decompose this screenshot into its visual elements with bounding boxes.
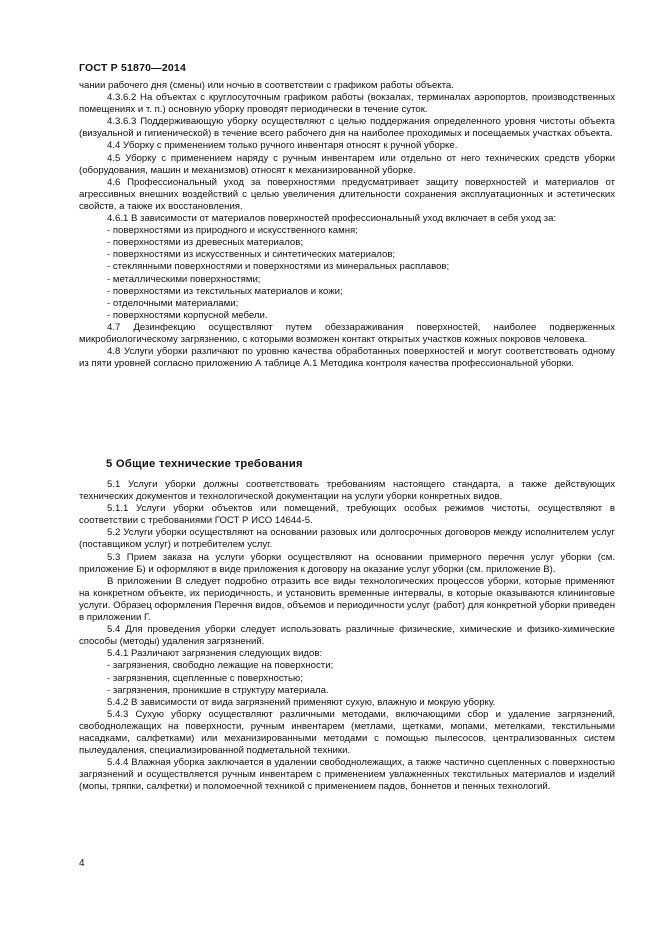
paragraph: В приложении В следует подробно отразить все виды технологических процессов уборки, которые применяют на конкретном объекте, их периодичность, и установить временные интервалы, в которые оказываются клининговые услуги. Образец оформления Перечня видов, объемов и периодичности услуг (работ) для конкретной уборки приведен в приложении Г. xyxy=(79,575,615,624)
paragraph: 5.2 Услуги уборки осуществляют на основании разовых или долгосрочных договоров между исполнителем услуг (поставщиком услуг) и потребителем услуг. xyxy=(79,527,615,551)
paragraph: 5.3 Прием заказа на услуги уборки осуществляют на основании примерного перечня услуг уборки (см. приложение Б) и оформляют в виде приложения к договору на оказание услуг уборки (см. приложение В). xyxy=(79,551,615,575)
paragraph: - загрязнения, проникшие в структуру материала. xyxy=(107,684,329,696)
paragraph: - поверхностями из природного и искусственного камня; xyxy=(107,225,358,237)
paragraph: - поверхностями из текстильных материалов и кожи; xyxy=(107,285,343,297)
paragraph: 4.7 Дезинфекцию осуществляют путем обеззараживания поверхностей, наиболее подверженных микробиологическому загрязнению, с которыми возможен контакт открытых участков кожных покровов человека. xyxy=(79,321,615,345)
paragraph: - металлическими поверхностями; xyxy=(107,273,261,285)
paragraph: чании рабочего дня (смены) или ночью в соответствии с графиком работы объекта. xyxy=(79,80,454,91)
paragraph: 5.4.4 Влажная уборка заключается в удалении свободнолежащих, а также частично сцепленных с поверхностью загрязнений и осуществляется ручным инвентарем с применением увлажненных текстильных материалов и изделий (мопы, тряпки, салфетки) и поломоечной техникой с применением падов, боннетов и пенных технологий. xyxy=(79,757,615,793)
section-title: 5 Общие технические требования xyxy=(106,458,303,470)
paragraph: - стеклянными поверхностями и поверхностями из минеральных расплавов; xyxy=(107,261,450,273)
paragraph: 4.4 Уборку с применением только ручного инвентаря относят к ручной уборке. xyxy=(107,140,458,152)
paragraph: 4.8 Услуги уборки различают по уровню качества обработанных поверхностей и могут соответствовать одному из пяти уровней согласно приложению А таблице А.1 Методика контроля качества профессиональной уборки. xyxy=(79,346,615,370)
paragraph: 5.4.1 Различают загрязнения следующих видов: xyxy=(107,648,323,660)
paragraph: - поверхностями из древесных материалов; xyxy=(107,237,304,249)
paragraph: 5.4.3 Сухую уборку осуществляют различными методами, включающими сбор и удаление загрязнений, свободнолежащих на поверхности, ручным инвентарем (метлами, щетками, мопами, метелками, текстильными насадками, салфетками) или механизированными методами с помощью пылесосов, централизованных систем пылеудаления, специализированной подметальной техники. xyxy=(79,708,615,757)
paragraph: 5.1 Услуги уборки должны соответствовать требованиям настоящего стандарта, а также действующих технических документов и технологической документации на услуги уборки конкретных видов. xyxy=(79,479,615,503)
page-number: 4 xyxy=(79,858,85,869)
paragraph: - поверхностями корпусной мебели. xyxy=(107,309,268,321)
body-text-top xyxy=(79,80,615,370)
paragraph: 5.4 Для проведения уборки следует использовать различные физические, химические и физико-химические способы (методы) удаления загрязнений. xyxy=(79,624,615,648)
paragraph: 4.3.6.3 Поддерживающую уборку осуществляют с целью поддержания определенного уровня чистоты объекта (визуальной и гигиенической) в течение всего рабочего дня на наиболее проходимых и посещаемых участках объекта. xyxy=(79,116,615,140)
paragraph: - отделочными материалами; xyxy=(107,297,239,309)
paragraph: 4.6 Профессиональный уход за поверхностями предусматривает защиту поверхностей и материалов от агрессивных внешних воздействий с целью увеличения длительности сохранения эксплуатационных и эстетических свойств, а также их восстановления. xyxy=(79,176,615,212)
paragraph: 4.5 Уборку с применением наряду с ручным инвентарем или отдельно от него технических средств уборки (оборудования, машин и механизмов) относят к механизированной уборке. xyxy=(79,152,615,176)
paragraph: 5.1.1 Услуги уборки объектов или помещений, требующих особых режимов чистоты, осуществляют в соответствии с требованиями ГОСТ Р ИСО 14644-5. xyxy=(79,503,615,527)
paragraph: - загрязнения, сцепленные с поверхностью; xyxy=(107,672,303,684)
paragraph: 4.3.6.2 На объектах с круглосуточным графиком работы (вокзалах, терминалах аэропортов, производственных помещениях и т. п.) основную уборку проводят периодически в течение суток. xyxy=(79,92,615,116)
document-header: ГОСТ Р 51870—2014 xyxy=(79,62,187,74)
paragraph: 4.6.1 В зависимости от материалов поверхностей профессиональный уход включает в себя уход за: xyxy=(107,213,557,225)
paragraph: 5.4.2 В зависимости от вида загрязнений применяют сухую, влажную и мокрую уборку. xyxy=(107,696,496,708)
body-text-bottom xyxy=(79,479,615,793)
paragraph: - загрязнения, свободно лежащие на поверхности; xyxy=(107,660,334,672)
paragraph: - поверхностями из искусственных и синтетических материалов; xyxy=(107,249,396,261)
